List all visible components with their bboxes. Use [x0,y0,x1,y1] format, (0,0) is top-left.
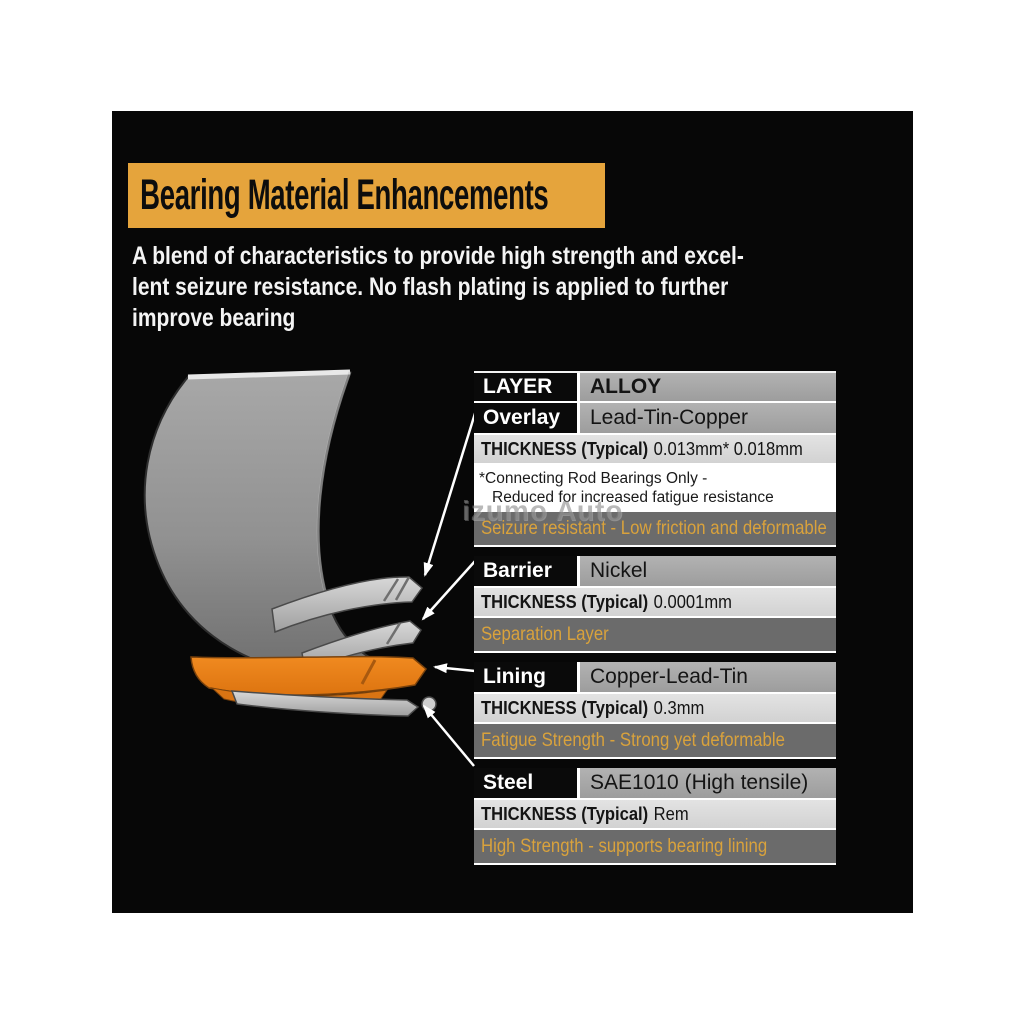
overlay-property-text: Seizure resistant - Low friction and deformable [481,517,827,539]
arrow-overlay [425,407,477,575]
barrier-property-bar [474,618,836,653]
overlay-label-cell: Overlay [474,403,580,433]
footnote-line-1: *Connecting Rod Bearings Only - [479,469,708,487]
table-row [474,662,836,694]
intro-line-1: A blend of characteristics to provide high strength and excel- [132,242,744,270]
overlay-footnote-row [474,465,836,512]
intro-line-3: improve bearing [132,304,296,332]
arrow-barrier [423,560,476,619]
lining-alloy-cell: Copper-Lead-Tin [580,662,836,692]
section-lining [474,662,836,759]
lining-label-cell: Lining [474,662,580,692]
lining-property-bar [474,724,836,759]
page-title: Bearing Material Enhancements [140,171,549,219]
steel-label-cell: Steel [474,768,580,798]
lining-thickness-row [474,694,836,724]
steel-layer-shape [232,691,436,716]
arrow-lining [435,667,475,671]
thickness-label: THICKNESS (Typical) [481,591,649,612]
barrier-thickness-value: 0.0001mm [653,591,732,612]
layer-spec-table [474,371,836,874]
lining-thickness-value: 0.3mm [653,697,705,718]
lining-property-text: Fatigue Strength - Strong yet deformable [481,729,785,751]
steel-thickness-value: Rem [653,803,689,824]
steel-alloy-cell: SAE1010 (High tensile) [580,768,836,798]
watermark: izumo Auto [462,495,624,526]
steel-thickness-row [474,800,836,830]
overlay-alloy-cell: Lead-Tin-Copper [580,403,836,433]
steel-property-text: High Strength - supports bearing lining [481,835,768,857]
section-steel [474,768,836,865]
thickness-label: THICKNESS (Typical) [481,697,649,718]
table-row [474,403,836,435]
header-layer-cell: LAYER [474,373,580,401]
barrier-alloy-cell: Nickel [580,556,836,586]
header-alloy-cell: ALLOY [580,373,836,401]
footnote-line-2: Reduced for increased fatigue resistance [492,488,774,506]
overlay-thickness-row [474,435,836,465]
table-row [474,556,836,588]
overlay-property-bar [474,512,836,547]
thickness-label: THICKNESS (Typical) [481,803,649,824]
table-header-row [474,371,836,403]
table-row [474,768,836,800]
intro-line-2: lent seizure resistance. No flash plating is applied to further [132,273,729,301]
overlay-thickness-value: 0.013mm* 0.018mm [653,438,803,459]
barrier-thickness-row [474,588,836,618]
thickness-label: THICKNESS (Typical) [481,438,649,459]
bearing-shell [145,372,384,676]
barrier-label-cell: Barrier [474,556,580,586]
barrier-property-text: Separation Layer [481,623,609,645]
section-barrier [474,556,836,653]
black-panel [112,111,913,913]
steel-tab-nub [422,697,436,711]
arrow-steel [424,706,474,766]
steel-property-bar [474,830,836,865]
section-overlay [474,371,836,547]
